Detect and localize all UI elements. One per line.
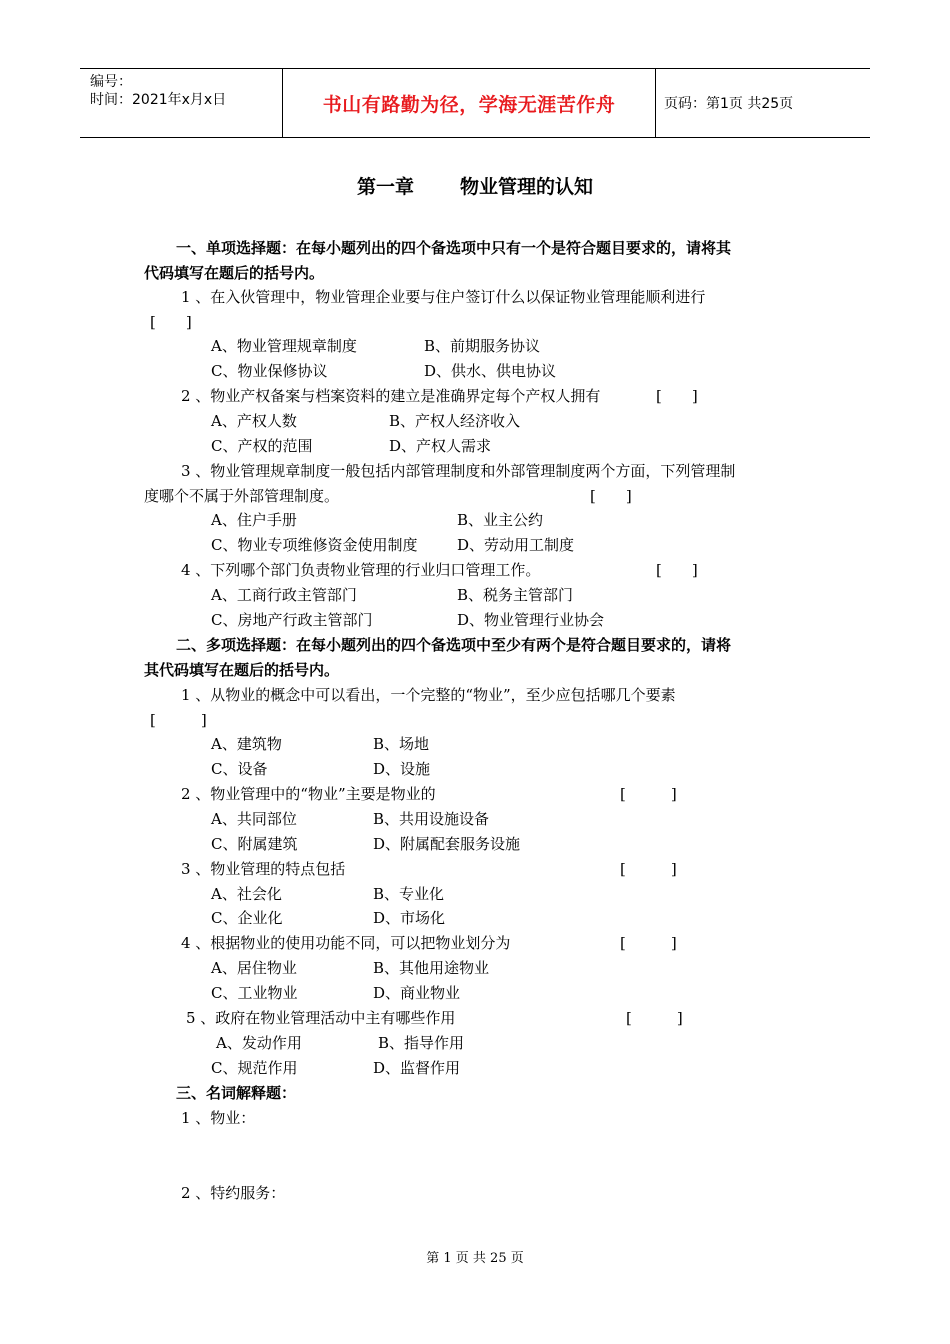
s2-q3-option-d: D、市场化 xyxy=(373,909,446,927)
chapter-name: 物业管理的认知 xyxy=(460,176,594,198)
s2-q2-option-c: C、附属建筑 xyxy=(211,835,298,853)
s2-q1-text: 1 、从物业的概念中可以看出，一个完整的“物业”，至少应包括哪几个要素 xyxy=(181,686,676,704)
s1-q4-bracket: [ ] xyxy=(656,561,698,579)
s1-q3-option-d: D、劳动用工制度 xyxy=(457,536,575,554)
s2-q1-bracket: [ ] xyxy=(150,711,207,729)
s1-q2-option-a: A、产权人数 xyxy=(211,412,297,430)
chapter-number: 第一章 xyxy=(356,176,414,198)
s2-q2-option-d: D、附属配套服务设施 xyxy=(373,835,521,853)
s2-q4-option-a: A、居住物业 xyxy=(211,959,297,977)
s1-q3-bracket: [ ] xyxy=(590,487,632,505)
s2-q2-option-a: A、共同部位 xyxy=(211,810,297,828)
s1-q1-option-c: C、物业保修协议 xyxy=(211,362,328,380)
s2-q2-text: 2 、物业管理中的“物业”主要是物业的 xyxy=(181,785,436,803)
s1-q2-option-c: C、产权的范围 xyxy=(211,437,313,455)
s1-q3-option-c: C、物业专项维修资金使用制度 xyxy=(211,536,418,554)
s3-q1-text: 1 、物业： xyxy=(181,1109,256,1127)
s1-q3-option-a: A、住户手册 xyxy=(211,511,297,529)
section1-heading-cont: 代码填写在题后的括号内。 xyxy=(144,264,325,282)
s1-q1-option-d: D、供水、供电协议 xyxy=(424,362,557,380)
s2-q5-option-d: D、监督作用 xyxy=(373,1059,461,1077)
s1-q4-option-c: C、房地产行政主管部门 xyxy=(211,611,373,629)
header-page-info xyxy=(656,69,870,137)
s2-q5-option-a: A、发动作用 xyxy=(216,1034,302,1052)
s1-q4-option-a: A、工商行政主管部门 xyxy=(211,586,357,604)
s1-q4-text: 4 、下列哪个部门负责物业管理的行业归口管理工作。 xyxy=(181,561,541,579)
s2-q4-option-d: D、商业物业 xyxy=(373,984,461,1002)
s2-q3-option-b: B、专业化 xyxy=(373,885,445,903)
s1-q4-option-b: B、税务主管部门 xyxy=(457,586,574,604)
document-header xyxy=(80,68,870,138)
s1-q2-bracket: [ ] xyxy=(656,387,698,405)
s2-q5-option-b: B、指导作用 xyxy=(378,1034,465,1052)
s2-q1-option-b: B、场地 xyxy=(373,735,430,753)
s2-q4-bracket: [ ] xyxy=(620,934,677,952)
s1-q3-option-b: B、业主公约 xyxy=(457,511,544,529)
s2-q3-option-a: A、社会化 xyxy=(211,885,282,903)
s2-q5-option-c: C、规范作用 xyxy=(211,1059,298,1077)
motto-text: 书山有路勤为径，学海无涯苦作舟 xyxy=(322,93,616,116)
header-meta xyxy=(80,69,282,137)
page-footer: 第 1 页 共 25 页 xyxy=(426,1251,524,1266)
s2-q3-text: 3 、物业管理的特点包括 xyxy=(181,860,346,878)
page-info-text: 页码：第1页 共25页 xyxy=(664,96,794,112)
section2-heading: 二、多项选择题：在每小题列出的四个备选项中至少有两个是符合题目要求的，请将 xyxy=(176,636,732,654)
s2-q1-option-d: D、设施 xyxy=(373,760,431,778)
s1-q2-text: 2 、物业产权备案与档案资料的建立是准确界定每个产权人拥有 xyxy=(181,387,601,405)
s2-q4-text: 4 、根据物业的使用功能不同，可以把物业划分为 xyxy=(181,934,511,952)
s3-q2-text: 2 、特约服务： xyxy=(181,1184,286,1202)
s1-q4-option-d: D、物业管理行业协会 xyxy=(457,611,605,629)
s2-q3-bracket: [ ] xyxy=(620,860,677,878)
s1-q3-text: 3 、物业管理规章制度一般包括内部管理制度和外部管理制度两个方面，下列管理制 xyxy=(181,462,736,480)
header-motto-cell xyxy=(282,69,656,137)
s1-q2-option-d: D、产权人需求 xyxy=(389,437,492,455)
section1-heading: 一、单项选择题：在每小题列出的四个备选项中只有一个是符合题目要求的，请将其 xyxy=(176,239,732,257)
s2-q1-option-a: A、建筑物 xyxy=(211,735,282,753)
s2-q4-option-b: B、其他用途物业 xyxy=(373,959,490,977)
s2-q4-option-c: C、工业物业 xyxy=(211,984,298,1002)
code-label: 编号： xyxy=(90,74,132,90)
s1-q3-text-cont: 度哪个不属于外部管理制度。 xyxy=(144,487,340,505)
s2-q1-option-c: C、设备 xyxy=(211,760,268,778)
s1-q1-text: 1 、在入伙管理中，物业管理企业要与住户签订什么以保证物业管理能顺利进行 xyxy=(181,288,706,306)
s2-q2-bracket: [ ] xyxy=(620,785,677,803)
s2-q2-option-b: B、共用设施设备 xyxy=(373,810,490,828)
chapter-title xyxy=(0,172,950,199)
s1-q1-option-a: A、物业管理规章制度 xyxy=(211,337,357,355)
s2-q5-bracket: [ ] xyxy=(626,1009,683,1027)
s1-q2-option-b: B、产权人经济收入 xyxy=(389,412,521,430)
s1-q1-bracket: [ ] xyxy=(150,313,192,331)
s2-q3-option-c: C、企业化 xyxy=(211,909,283,927)
date-label: 时间：2021年x月x日 xyxy=(90,92,227,108)
section3-heading: 三、名词解释题： xyxy=(176,1084,297,1102)
s2-q5-text: 5 、政府在物业管理活动中主有哪些作用 xyxy=(186,1009,456,1027)
s1-q1-option-b: B、前期服务协议 xyxy=(424,337,541,355)
section2-heading-cont: 其代码填写在题后的括号内。 xyxy=(144,661,340,679)
